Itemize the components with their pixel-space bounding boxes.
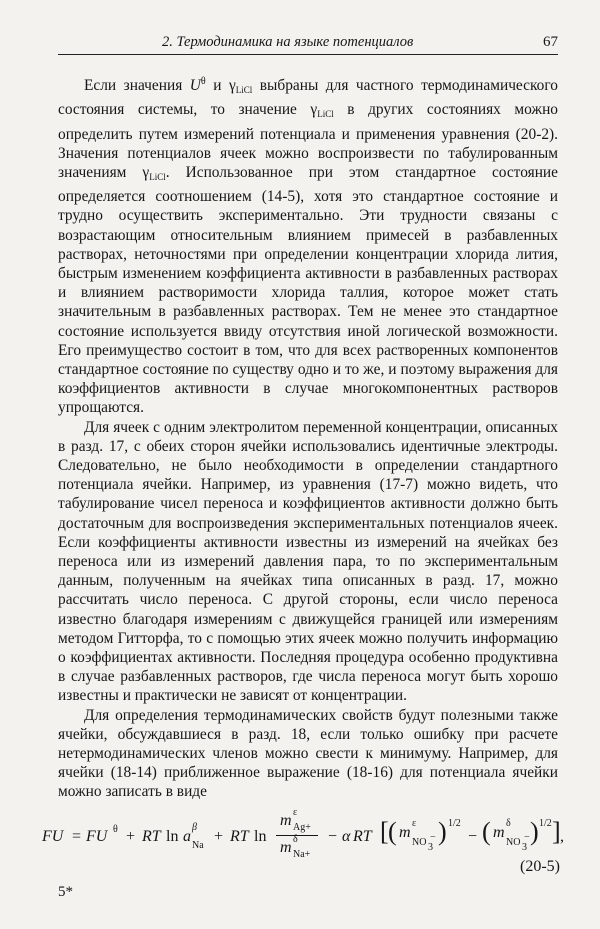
running-header bbox=[58, 34, 558, 55]
paragraph-3: Для определения термодинамических свойств будут полезными также ячейки, обсуждавшиеся в разд. 18, если только ошибку при расчете нетермодинамических членов можно свести к минимуму. Например, для ячейки (18-14) приближенное выражение (18-16) для потенциала ячейки можно записать в виде bbox=[58, 706, 558, 801]
page-number: 67 bbox=[543, 34, 558, 50]
body-text bbox=[58, 72, 558, 802]
running-title: 2. Термодинамика на языке потенциалов bbox=[162, 34, 414, 50]
paragraph-2: Для ячеек с одним электролитом переменной концентрации, описанных в разд. 17, с обеих сторон ячейки использовались идентичные электроды. Следовательно, не было необходимости в определении стандартного потенциала ячейки. Например, из уравнения (17-7) можно видеть, что табулирование чисел переноса и коэффициентов активности должно быть достаточным для воспроизведения экспериментальных потенциалов ячеек. Если коэффициенты активности известны из измерений на ячейках без переноса или из измерений давления пара, то по экспериментальным данным, полученным на ячейках типа описанных в разд. 17, можно рассчитать число переноса. С другой стороны, если число переноса известно благодаря измерениям с движущейся границей или измерениям методом Гитторфа, то с помощью этих ячеек можно получить информацию о коэффициентах активности. Последняя процедура особенно продуктивна в случае разбавленных растворов, где числа переноса могут быть хорошо известны и практически не зависят от концентрации. bbox=[58, 418, 558, 705]
equation-number: (20-5) bbox=[520, 858, 560, 875]
signature-mark: 5* bbox=[58, 884, 73, 900]
equation-20-5: FU = FU θ + RT ln a β Na + RT ln m ε Ag+ m δ Na+ − α RT [ ( m ε NO 3 − ) 1/2 − ( m δ NO 3 − ) 1/2 ] , bbox=[42, 807, 564, 860]
paragraph-1: Если значения $U^\theta$ и $\gamma_{LiCl}$ выбраны для частного термодинамического состояния системы, то значение $\gamma_{LiCl}$ в других состояниях можно определить путем измерений потенциала и применения уравнения (20-2). Значения потенциалов ячеек можно воспроизвести по табулированным значениям $\gamma_{LiCl}$. Использованное при этом стандартное состояние определяется соотношением (14-5), хотя это стандартное состояние и трудно осуществить экспериментально. Эти трудности связаны с возрастающим относительным влиянием примесей в разбавленных растворах, неточностями при определении концентрации хлорида лития, быстрым изменением коэффициента активности в разбавленных растворах и влиянием растворимости хлорида таллия, которое может стать значительным в разбавленных растворах. Тем не менее это стандартное состояние используется ввиду отсутствия иной логической возможности. Его преимущество состоит в том, что для всех растворенных компонентов стандартное состояние по существу одно и то же, и поэтому выражения для коэффициентов активности в случае многокомпонентных растворов упрощаются. bbox=[58, 76, 558, 417]
